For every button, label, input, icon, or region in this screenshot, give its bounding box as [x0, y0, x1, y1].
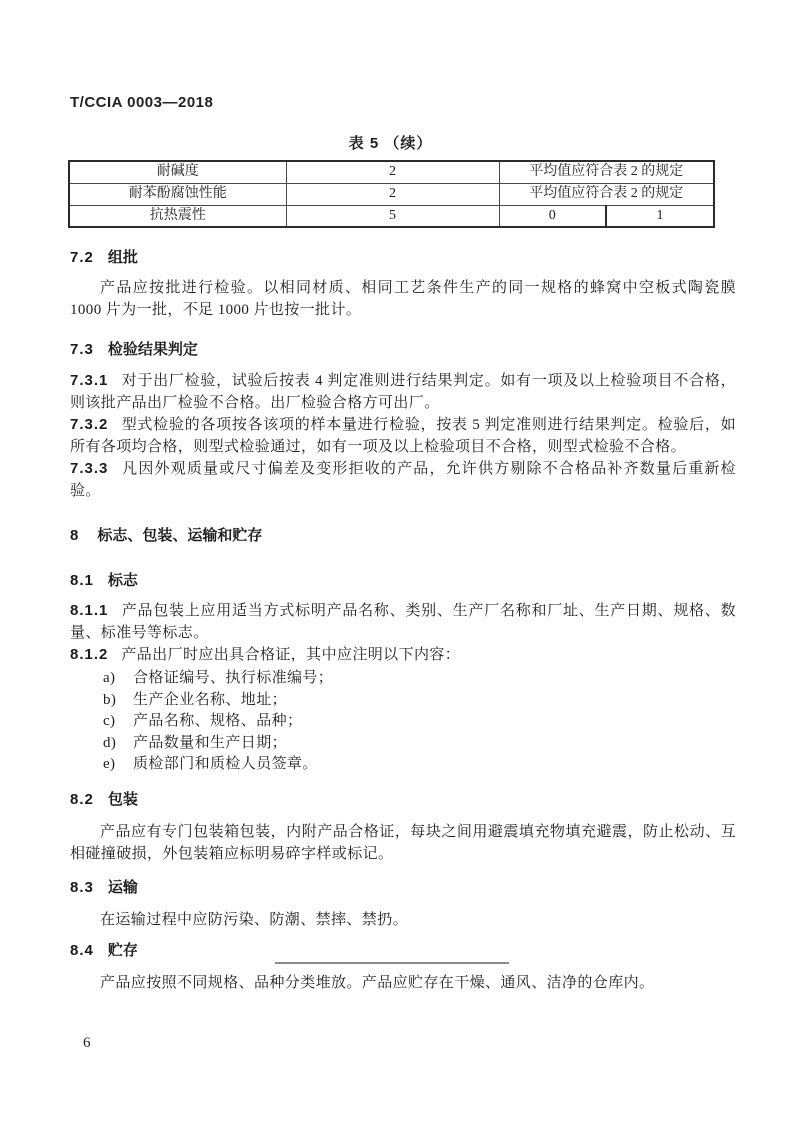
heading-number: 7.3 [70, 341, 94, 358]
page-number: 6 [83, 1035, 91, 1051]
list-text: 产品数量和生产日期； [133, 734, 288, 751]
heading-8 [70, 524, 736, 545]
heading-8-2 [70, 788, 736, 809]
clause-8-1-2 [70, 644, 736, 666]
list-marker: c) [103, 713, 116, 729]
paragraph-7-2: 产品应按批进行检验。以相同材质、相同工艺条件生产的同一规格的蜂窝中空板式陶瓷膜 1000 片为一批，不足 1000 片也按一批计。 [70, 280, 736, 318]
clause-number: 7.3.2 [70, 416, 109, 433]
list-text: 质检部门和质检人员签章。 [133, 756, 318, 772]
table-cell-sample-size: 5 [286, 205, 499, 227]
table-cell-item-name: 耐碱度 [69, 161, 286, 183]
heading-title: 包装 [107, 790, 138, 808]
table5-title: 表 5 （续） [348, 135, 433, 152]
table-cell-ac: 0 [499, 205, 606, 227]
clause-number: 7.3.3 [70, 460, 109, 477]
heading-title: 组批 [107, 249, 138, 266]
list-item [103, 733, 736, 755]
heading-8-1 [70, 569, 736, 590]
table-row [69, 161, 714, 183]
table-cell-criteria: 平均值应符合表 2 的规定 [499, 161, 714, 183]
table-row [69, 205, 714, 227]
heading-7-3 [70, 338, 736, 359]
clause-text: 产品包装上应用适当方式标明产品名称、类别、生产厂名称和厂址、生产日期、规格、数量、标准号等标志。 [70, 603, 736, 641]
table-cell-criteria: 平均值应符合表 2 的规定 [499, 183, 714, 205]
table-cell-sample-size: 2 [286, 161, 499, 183]
clause-text: 对于出厂检验，试验后按表 4 判定准则进行结果判定。如有一项及以上检验项目不合格，则该批产品出厂检验不合格。出厂检验合格方可出厂。 [70, 373, 736, 411]
list-marker: a) [103, 670, 116, 686]
heading-8-4 [70, 939, 736, 960]
clause-number: 8.1.2 [70, 646, 109, 663]
heading-number: 8 [70, 527, 80, 544]
standard-number-header: T/CCIA 0003—2018 [70, 94, 214, 111]
list-marker: b) [103, 691, 117, 708]
clause-7-3-1 [70, 370, 736, 414]
table-cell-item-name: 耐苯酚腐蚀性能 [69, 183, 286, 205]
clause-number: 7.3.1 [70, 372, 109, 389]
heading-number: 8.3 [70, 878, 94, 896]
heading-7-2 [70, 246, 736, 267]
heading-number: 8.2 [70, 790, 94, 808]
heading-title: 检验结果判定 [107, 341, 198, 358]
list-text: 生产企业名称、地址； [133, 691, 288, 708]
clause-7-3-3 [70, 458, 736, 502]
list-item [103, 711, 736, 733]
heading-number: 7.2 [70, 249, 94, 266]
clause-text: 产品出厂时应出具合格证，其中应注明以下内容： [121, 647, 461, 663]
list-text: 产品名称、规格、品种； [133, 713, 303, 729]
list-text: 合格证编号、执行标准编号； [133, 670, 334, 686]
heading-8-3 [70, 876, 736, 897]
clause-text: 凡因外观质量或尺寸偏差及变形拒收的产品，允许供方剔除不合格品补齐数量后重新检验。 [70, 461, 736, 499]
clause-text: 型式检验的各项按各该项的样本量进行检验，按表 5 判定准则进行结果判定。检验后，如所有各项均合格，则型式检验通过，如有一项及以上检验项目不合格，则型式检验不合格。 [70, 417, 736, 455]
certificate-content-list [70, 668, 736, 776]
table5 [68, 160, 715, 228]
heading-title: 贮存 [107, 941, 138, 959]
page-content [70, 94, 736, 994]
footer-divider [275, 962, 509, 964]
list-item [103, 754, 736, 776]
heading-title: 运输 [107, 878, 138, 896]
paragraph-8-4: 产品应按照不同规格、品种分类堆放。产品应贮存在干燥、通风、洁净的仓库内。 [100, 974, 655, 991]
list-marker: d) [103, 734, 117, 751]
list-marker: e) [103, 756, 116, 772]
list-item [103, 690, 736, 712]
table-cell-re: 1 [606, 205, 714, 227]
heading-number: 8.4 [70, 941, 94, 959]
table-row [69, 183, 714, 205]
clause-7-3-2 [70, 414, 736, 458]
list-item [103, 668, 736, 690]
paragraph-8-2: 产品应有专门包装箱包装，内附产品合格证，每块之间用避震填充物填充避震，防止松动、互相碰撞破损，外包装箱应标明易碎字样或标记。 [70, 823, 736, 862]
clause-number: 8.1.1 [70, 602, 109, 619]
table-cell-item-name: 抗热震性 [69, 205, 286, 227]
clause-8-1-1 [70, 600, 736, 644]
heading-title: 标志 [107, 572, 138, 589]
table-cell-sample-size: 2 [286, 183, 499, 205]
paragraph-8-3: 在运输过程中应防污染、防潮、禁摔、禁扔。 [100, 911, 409, 928]
heading-number: 8.1 [70, 572, 94, 589]
heading-title: 标志、包装、运输和贮存 [97, 527, 263, 544]
